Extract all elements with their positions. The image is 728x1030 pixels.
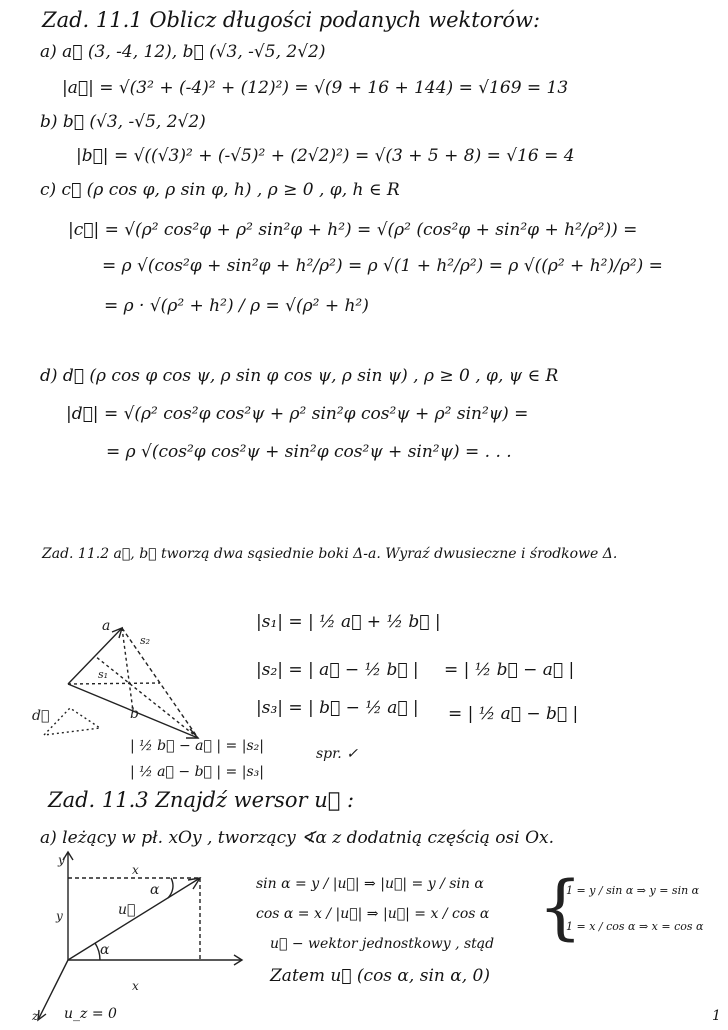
label-alpha-origin: α bbox=[100, 942, 110, 958]
uz-note: u_z = 0 bbox=[64, 1006, 117, 1022]
system-line-1: 1 = y / sin α ⇒ y = sin α bbox=[566, 884, 700, 897]
label-x-axis: x bbox=[132, 979, 139, 993]
sin-equation: sin α = y / |u⃗| ⇒ |u⃗| = y / sin α bbox=[256, 876, 484, 892]
check-line-2: | ½ a⃗ − b⃗ | = |s₃| bbox=[130, 764, 264, 780]
s2-alt-formula: = | ½ b⃗ − a⃗ | bbox=[444, 660, 575, 680]
label-y-side: y bbox=[56, 909, 63, 923]
task3-a-heading: a) leżący w pł. xOy , tworzący ∢α z dodatnią częścią osi Ox. bbox=[40, 828, 555, 848]
check-note: spr. ✓ bbox=[316, 746, 358, 762]
label-b: b bbox=[130, 706, 139, 722]
median-s1 bbox=[68, 683, 160, 684]
task1-a-heading: a) a⃗ (3, -4, 12), b⃗ (√3, -√5, 2√2) bbox=[40, 42, 326, 62]
median-s3 bbox=[95, 656, 198, 738]
task1-title: Zad. 11.1 Oblicz długości podanych wektorów: bbox=[42, 8, 541, 32]
task1-c-line3: = ρ · √(ρ² + h²) / ρ = √(ρ² + h²) bbox=[104, 296, 369, 316]
task1-b-calculation: |b⃗| = √((√3)² + (-√5)² + (2√2)²) = √(3 + 5 + 8) = √16 = 4 bbox=[76, 146, 575, 166]
label-s2: s₂ bbox=[140, 634, 151, 647]
task1-d-heading: d) d⃗ (ρ cos φ cos ψ, ρ sin φ cos ψ, ρ sin ψ) , ρ ≥ 0 , φ, ψ ∈ R bbox=[40, 366, 559, 386]
scribble-sketch bbox=[44, 708, 100, 735]
s3-alt-formula: = | ½ a⃗ − b⃗ | bbox=[448, 704, 579, 724]
vector-u-line bbox=[68, 878, 200, 960]
s1-formula: |s₁| = | ½ a⃗ + ½ b⃗ | bbox=[256, 612, 441, 632]
task2-title: Zad. 11.2 a⃗, b⃗ tworzą dwa sąsiednie boki Δ-a. Wyraź dwusieczne i środkowe Δ. bbox=[42, 546, 618, 562]
task1-a-calculation: |a⃗| = √(3² + (-4)² + (12)²) = √(9 + 16 + 144) = √169 = 13 bbox=[62, 78, 569, 98]
task1-c-heading: c) c⃗ (ρ cos φ, ρ sin φ, h) , ρ ≥ 0 , φ, h ∈ R bbox=[40, 180, 400, 200]
task1-d-line1: |d⃗| = √(ρ² cos²φ cos²ψ + ρ² sin²φ cos²ψ + ρ² sin²ψ) = bbox=[66, 404, 529, 424]
page-number: 1 bbox=[712, 1008, 721, 1024]
task3-title: Zad. 11.3 Znajdź wersor u⃗ : bbox=[48, 788, 355, 812]
s3-formula: |s₃| = | b⃗ − ½ a⃗ | bbox=[256, 698, 419, 718]
system-line-2: 1 = x / cos α ⇒ x = cos α bbox=[566, 920, 704, 933]
label-a: a bbox=[102, 618, 111, 634]
label-x-top: x bbox=[132, 863, 139, 877]
task1-c-line2: = ρ √(cos²φ + sin²φ + h²/ρ²) = ρ √(1 + h²/ρ²) = ρ √((ρ² + h²)/ρ²) = bbox=[102, 256, 663, 276]
s2-formula: |s₂| = | a⃗ − ½ b⃗ | bbox=[256, 660, 419, 680]
task3-result: Zatem u⃗ (cos α, sin α, 0) bbox=[270, 966, 490, 986]
system-brace: { bbox=[538, 866, 583, 948]
unit-vector-diagram bbox=[28, 850, 248, 1030]
task1-c-line1: |c⃗| = √(ρ² cos²φ + ρ² sin²φ + h²) = √(ρ² (cos²φ + sin²φ + h²/ρ²)) = bbox=[68, 220, 638, 240]
unit-vector-note: u⃗ − wektor jednostkowy , stąd bbox=[270, 936, 495, 952]
vector-a-line bbox=[68, 628, 122, 684]
label-y-axis: y bbox=[58, 853, 65, 867]
check-line-1: | ½ b⃗ − a⃗ | = |s₂| bbox=[130, 738, 264, 754]
vector-u-arrowhead bbox=[188, 878, 200, 889]
cos-equation: cos α = x / |u⃗| ⇒ |u⃗| = x / cos α bbox=[256, 906, 490, 922]
task1-b-heading: b) b⃗ (√3, -√5, 2√2) bbox=[40, 112, 206, 132]
label-z: z bbox=[32, 1009, 39, 1023]
label-u: u⃗ bbox=[118, 902, 136, 918]
label-alpha-top: α bbox=[150, 882, 160, 898]
task1-d-line2: = ρ √(cos²φ cos²ψ + sin²φ cos²ψ + sin²ψ) = . . . bbox=[106, 442, 512, 462]
label-d: d⃗ bbox=[32, 708, 50, 724]
label-s1: s₁ bbox=[98, 668, 109, 681]
